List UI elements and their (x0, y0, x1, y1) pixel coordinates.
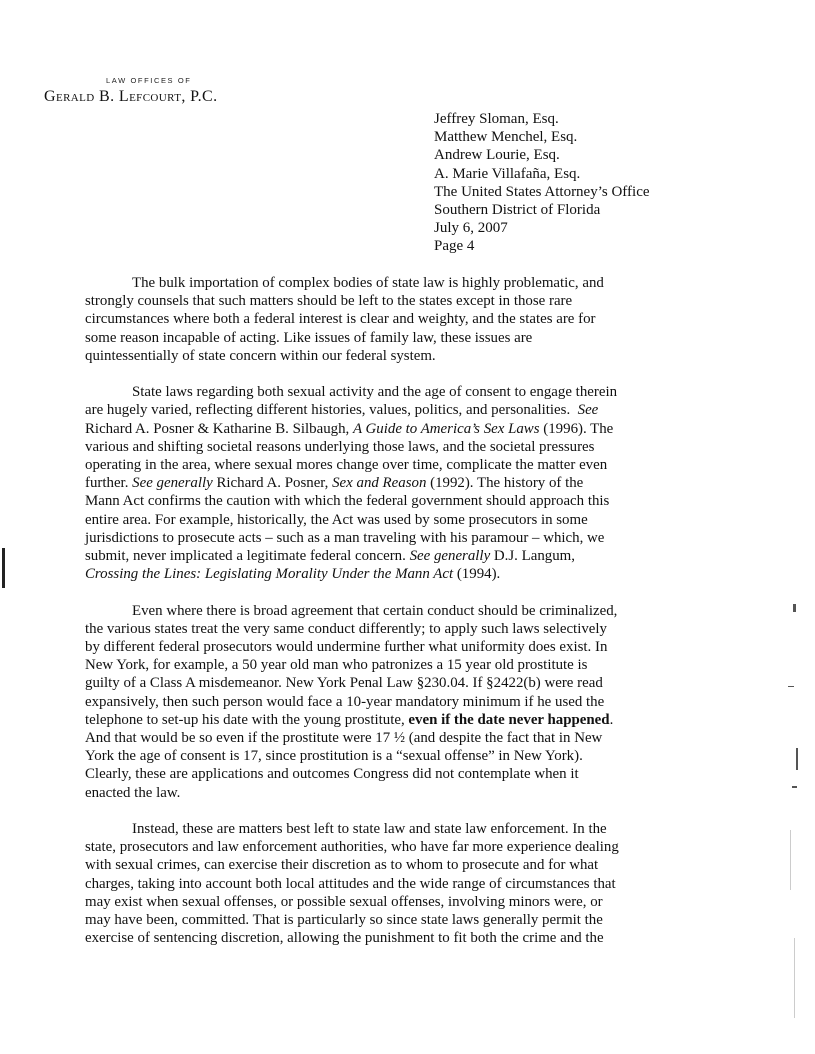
firm-name: Gerald B. Lefcourt, P.C. (44, 88, 218, 105)
text-line (85, 565, 670, 583)
cited-title: Crossing the Lines: Legislating Morality Under the Mann Act (85, 566, 454, 583)
text-line: charges, taking into account both local attitudes and the wide range of circumstances that (85, 875, 616, 892)
text-line: Clearly, these are applications and outcomes Congress did not contemplate when it (85, 766, 579, 783)
text-line: And that would be so even if the prostitute were 17 ½ (and despite the fact that in New (85, 730, 603, 747)
text-line: may exist when sexual offenses, or possible sexual offenses, involving minors were, or (85, 893, 603, 910)
text-run: further. (85, 475, 133, 492)
letter-body (85, 274, 670, 966)
text-line (85, 547, 670, 565)
text-run: telephone to set-up his date with the young prostitute, (85, 711, 409, 728)
scan-speck (794, 938, 795, 1018)
text-line: by different federal prosecutors would undermine further what uniformity does exist. In (85, 639, 608, 656)
recipient-line: Matthew Menchel, Esq. (434, 129, 578, 146)
text-line: State laws regarding both sexual activity and the age of consent to engage therein (132, 384, 618, 401)
recipient-line: Jeffrey Sloman, Esq. (434, 111, 559, 127)
emphasis-bold: even if the date never happened (408, 711, 610, 728)
text-line: enacted the law. (85, 784, 181, 801)
text-line: York the age of consent is 17, since prostitution is a “sexual offense” in New York). (85, 748, 583, 765)
text-run: Richard A. Posner, (212, 475, 333, 492)
text-line: The bulk importation of complex bodies of state law is highly problematic, and (132, 275, 604, 291)
text-run: (1992). The history of the (426, 475, 584, 492)
text-line: Even where there is broad agreement that certain conduct should be criminalized, (132, 602, 618, 619)
text-line: quintessentially of state concern within our federal system. (85, 347, 436, 364)
text-line: with sexual crimes, can exercise their discretion as to whom to prosecute and for what (85, 857, 599, 874)
text-run: (1996). The (539, 420, 614, 437)
citation-signal: See generally (132, 475, 213, 492)
paragraph-4 (85, 820, 670, 947)
citation-signal: See (577, 402, 599, 419)
text-line (85, 401, 670, 419)
paragraph-2 (85, 383, 670, 583)
text-line: circumstances where both a federal interest is clear and weighty, and the states are for (85, 311, 596, 328)
text-line: expansively, then such person would face a 10-year mandatory minimum if he used the (85, 693, 605, 710)
text-line: some reason incapable of acting. Like issues of family law, these issues are (85, 329, 533, 346)
recipient-line: A. Marie Villafaña, Esq. (434, 165, 581, 182)
scan-noise (788, 600, 808, 1020)
text-line: Mann Act confirms the caution with which the federal government should approach this (85, 493, 610, 510)
text-run: . (609, 711, 614, 728)
text-line (85, 474, 670, 492)
page-number: Page 4 (434, 238, 475, 255)
text-run: are hugely varied, reflecting different histories, values, politics, and personalities. (85, 402, 571, 419)
letter-date: July 6, 2007 (434, 220, 508, 237)
text-run: Richard A. Posner & Katharine B. Silbaugh, (85, 420, 353, 437)
scan-speck (796, 748, 798, 770)
paragraph-1 (85, 274, 670, 365)
scan-speck (788, 686, 794, 687)
district-line: Southern District of Florida (434, 202, 601, 219)
text-line: state, prosecutors and law enforcement authorities, who have far more experience dealing (85, 839, 619, 856)
cited-title: Sex and Reason (332, 475, 427, 492)
text-line (85, 711, 670, 729)
recipient-address-block (434, 110, 650, 256)
scan-speck (793, 604, 796, 612)
text-line (85, 420, 670, 438)
text-run: (1994). (453, 566, 501, 583)
text-line: the various states treat the very same conduct differently; to apply such laws selectively (85, 620, 607, 637)
text-run: submit, never implicated a legitimate federal concern. (85, 548, 410, 565)
letterhead-caption: LAW OFFICES OF (106, 76, 192, 85)
text-line: Instead, these are matters best left to state law and state law enforcement. In the (132, 821, 607, 838)
office-line: The United States Attorney’s Office (434, 183, 650, 200)
citation-signal: See generally (409, 548, 491, 565)
text-line: exercise of sentencing discretion, allowing the punishment to fit both the crime and the (85, 930, 604, 947)
scan-margin-mark (2, 548, 5, 588)
text-line: strongly counsels that such matters should be left to the states except in those rare (85, 293, 573, 310)
text-run: D.J. Langum, (490, 548, 575, 565)
cited-title: A Guide to America’s Sex Laws (353, 420, 540, 437)
text-line: entire area. For example, historically, the Act was used by some prosecutors in some (85, 511, 588, 528)
text-line: New York, for example, a 50 year old man who patronizes a 15 year old prostitute is (85, 657, 588, 674)
recipient-line: Andrew Lourie, Esq. (434, 147, 560, 164)
text-line: jurisdictions to prosecute acts – such as a man traveling with his paramour – which, we (85, 529, 605, 546)
text-line: operating in the area, where sexual mores change over time, complicate the matter even (85, 457, 608, 474)
text-line: may have been, committed. That is particularly so since state laws generally permit the (85, 912, 603, 929)
paragraph-3 (85, 602, 670, 802)
scan-speck (792, 786, 797, 788)
scan-speck (790, 830, 791, 890)
text-line: various and shifting societal reasons underlying those laws, and the societal pressures (85, 438, 595, 455)
text-line: guilty of a Class A misdemeanor. New York Penal Law §230.04. If §2422(b) were read (85, 675, 603, 692)
